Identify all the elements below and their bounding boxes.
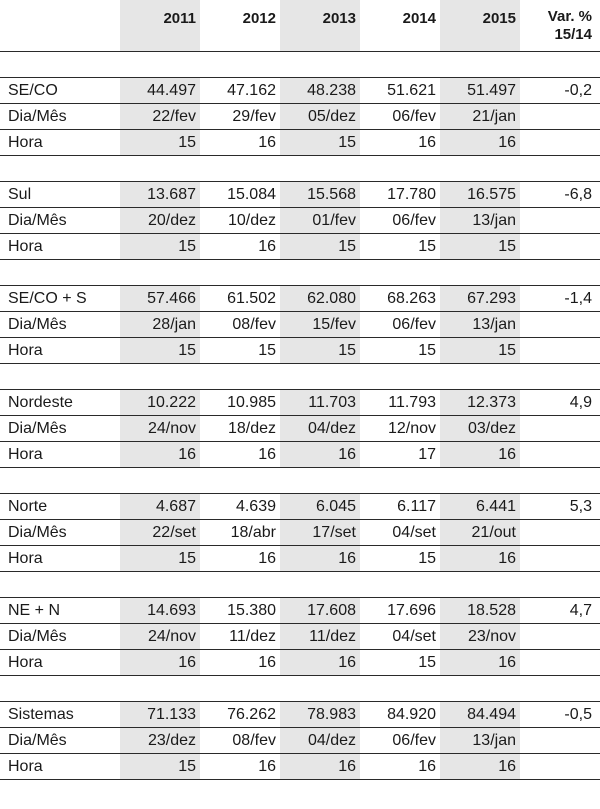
hour-cell: 16	[258, 653, 276, 671]
header-variation-line2: 15/14	[554, 26, 592, 43]
value-cell: 14.693	[120, 598, 200, 623]
date-cell: 23/nov	[440, 624, 520, 649]
table-row-hour	[0, 234, 600, 260]
table-row-date	[0, 728, 600, 754]
date-label: Dia/Mês	[8, 107, 67, 125]
date-label: Dia/Mês	[8, 731, 67, 749]
value-cell: 16.575	[440, 182, 520, 207]
date-cell: 08/fev	[232, 315, 276, 333]
hour-cell: 15	[418, 237, 436, 255]
empty-cell	[520, 442, 600, 467]
value-cell: 68.263	[387, 289, 436, 307]
value-cell: 17.608	[280, 598, 360, 623]
header-year-2012: 2012	[242, 10, 276, 27]
table-row-date	[0, 624, 600, 650]
date-cell: 11/dez	[229, 627, 276, 645]
date-cell: 12/nov	[387, 419, 436, 437]
region-name: Sul	[8, 185, 32, 203]
date-cell: 11/dez	[280, 624, 360, 649]
date-cell: 29/fev	[232, 107, 276, 125]
region-name: NE + N	[8, 601, 61, 619]
table-row-date	[0, 104, 600, 130]
table-row-date	[0, 416, 600, 442]
hour-cell: 16	[440, 754, 520, 779]
hour-cell: 15	[440, 338, 520, 363]
value-cell: 6.045	[280, 494, 360, 519]
date-label: Dia/Mês	[8, 419, 67, 437]
hour-cell: 15	[440, 234, 520, 259]
value-cell: 15.380	[227, 601, 276, 619]
hour-cell: 15	[120, 546, 200, 571]
empty-cell	[520, 208, 600, 233]
date-cell: 22/set	[120, 520, 200, 545]
hour-label: Hora	[8, 237, 43, 255]
hour-cell: 16	[120, 442, 200, 467]
date-cell: 13/jan	[440, 312, 520, 337]
date-cell: 06/fev	[392, 315, 436, 333]
hour-cell: 16	[120, 650, 200, 675]
date-cell: 24/nov	[120, 416, 200, 441]
hour-cell: 15	[120, 338, 200, 363]
date-cell: 13/jan	[440, 208, 520, 233]
table-header	[0, 0, 600, 52]
date-cell: 21/jan	[440, 104, 520, 129]
table-row-value	[0, 78, 600, 104]
value-cell: 12.373	[440, 390, 520, 415]
date-cell: 06/fev	[392, 731, 436, 749]
date-cell: 17/set	[280, 520, 360, 545]
value-cell: 67.293	[440, 286, 520, 311]
group-spacer	[0, 468, 600, 494]
date-cell: 18/dez	[227, 419, 276, 437]
value-cell: 15.568	[280, 182, 360, 207]
table-row-value	[0, 182, 600, 208]
empty-cell	[520, 416, 600, 441]
value-cell: 61.502	[227, 289, 276, 307]
empty-cell	[520, 546, 600, 571]
hour-cell: 16	[280, 754, 360, 779]
hour-cell: 15	[120, 754, 200, 779]
hour-cell: 16	[418, 133, 436, 151]
hour-label: Hora	[8, 653, 43, 671]
date-cell: 04/set	[392, 523, 436, 541]
empty-cell	[520, 624, 600, 649]
date-label: Dia/Mês	[8, 523, 67, 541]
value-cell: 84.920	[387, 705, 436, 723]
table-row-value	[0, 286, 600, 312]
value-cell: 51.497	[440, 78, 520, 103]
value-cell: 17.696	[387, 601, 436, 619]
date-cell: 04/dez	[280, 416, 360, 441]
value-cell: 48.238	[280, 78, 360, 103]
hour-label: Hora	[8, 549, 43, 567]
date-cell: 03/dez	[440, 416, 520, 441]
hour-cell: 15	[120, 234, 200, 259]
date-cell: 20/dez	[120, 208, 200, 233]
variation-cell: -0,5	[564, 705, 592, 723]
table-row-hour	[0, 546, 600, 572]
empty-cell	[520, 754, 600, 779]
hour-cell: 16	[280, 650, 360, 675]
value-cell: 4.687	[120, 494, 200, 519]
value-cell: 44.497	[120, 78, 200, 103]
header-variation-line1: Var. %	[547, 8, 592, 25]
date-cell: 18/abr	[230, 523, 276, 541]
date-cell: 01/fev	[280, 208, 360, 233]
group-spacer	[0, 676, 600, 702]
region-name: Norte	[8, 497, 48, 515]
header-blank-cell	[0, 0, 120, 51]
hour-label: Hora	[8, 757, 43, 775]
hour-cell: 15	[418, 341, 436, 359]
hour-cell: 15	[418, 653, 436, 671]
value-cell: 6.117	[397, 497, 436, 515]
variation-cell: -1,4	[564, 289, 592, 307]
table-row-hour	[0, 442, 600, 468]
table-row-hour	[0, 338, 600, 364]
empty-cell	[520, 312, 600, 337]
table-row-value	[0, 598, 600, 624]
table-row-date	[0, 520, 600, 546]
variation-cell: -0,2	[564, 81, 592, 99]
variation-cell: 5,3	[569, 497, 592, 515]
hour-cell: 16	[440, 650, 520, 675]
empty-cell	[520, 520, 600, 545]
value-cell: 10.222	[120, 390, 200, 415]
table-row-value	[0, 390, 600, 416]
date-cell: 06/fev	[392, 211, 436, 229]
value-cell: 76.262	[227, 705, 276, 723]
hour-cell: 16	[440, 546, 520, 571]
value-cell: 47.162	[227, 81, 276, 99]
region-name: Nordeste	[8, 393, 73, 411]
header-year-2011: 2011	[120, 0, 200, 51]
empty-cell	[520, 338, 600, 363]
hour-cell: 15	[280, 234, 360, 259]
hour-label: Hora	[8, 341, 43, 359]
date-cell: 23/dez	[120, 728, 200, 753]
date-label: Dia/Mês	[8, 315, 67, 333]
date-cell: 04/set	[392, 627, 436, 645]
header-variation	[520, 0, 600, 51]
variation-cell: 4,7	[569, 601, 592, 619]
value-cell: 11.793	[388, 393, 436, 411]
hour-cell: 16	[258, 757, 276, 775]
value-cell: 84.494	[440, 702, 520, 727]
value-cell: 51.621	[387, 81, 436, 99]
hour-cell: 16	[258, 445, 276, 463]
value-cell: 62.080	[280, 286, 360, 311]
hour-cell: 15	[120, 130, 200, 155]
date-cell: 24/nov	[120, 624, 200, 649]
hour-cell: 16	[258, 133, 276, 151]
hour-cell: 15	[258, 341, 276, 359]
date-cell: 08/fev	[232, 731, 276, 749]
hour-cell: 16	[280, 546, 360, 571]
date-cell: 04/dez	[280, 728, 360, 753]
hour-cell: 16	[440, 442, 520, 467]
value-cell: 15.084	[227, 185, 276, 203]
value-cell: 10.985	[227, 393, 276, 411]
table-row-date	[0, 208, 600, 234]
group-spacer	[0, 156, 600, 182]
hour-cell: 16	[418, 757, 436, 775]
header-year-2013: 2013	[280, 0, 360, 51]
group-spacer	[0, 260, 600, 286]
empty-cell	[520, 728, 600, 753]
header-year-2014: 2014	[402, 10, 436, 27]
table-row-hour	[0, 130, 600, 156]
value-cell: 71.133	[120, 702, 200, 727]
date-cell: 22/fev	[120, 104, 200, 129]
empty-cell	[520, 104, 600, 129]
date-cell: 06/fev	[392, 107, 436, 125]
date-cell: 10/dez	[227, 211, 276, 229]
date-label: Dia/Mês	[8, 211, 67, 229]
value-cell: 17.780	[387, 185, 436, 203]
hour-cell: 16	[280, 442, 360, 467]
empty-cell	[520, 650, 600, 675]
date-cell: 05/dez	[280, 104, 360, 129]
hour-label: Hora	[8, 133, 43, 151]
date-cell: 15/fev	[280, 312, 360, 337]
value-cell: 4.639	[235, 497, 276, 515]
table-row-value	[0, 702, 600, 728]
hour-cell: 16	[258, 237, 276, 255]
date-cell: 13/jan	[440, 728, 520, 753]
hour-cell: 15	[280, 338, 360, 363]
hour-cell: 15	[418, 549, 436, 567]
hour-cell: 17	[418, 445, 436, 463]
date-cell: 28/jan	[120, 312, 200, 337]
group-spacer	[0, 52, 600, 78]
region-name: Sistemas	[8, 705, 74, 723]
header-year-2015: 2015	[440, 0, 520, 51]
date-cell: 21/out	[440, 520, 520, 545]
table-row-value	[0, 494, 600, 520]
variation-cell: 4,9	[569, 393, 592, 411]
value-cell: 11.703	[280, 390, 360, 415]
region-name: SE/CO	[8, 81, 58, 99]
value-cell: 57.466	[120, 286, 200, 311]
value-cell: 6.441	[440, 494, 520, 519]
empty-cell	[520, 130, 600, 155]
value-cell: 78.983	[280, 702, 360, 727]
variation-cell: -6,8	[564, 185, 592, 203]
group-spacer	[0, 364, 600, 390]
value-cell: 13.687	[120, 182, 200, 207]
hour-label: Hora	[8, 445, 43, 463]
empty-cell	[520, 234, 600, 259]
hour-cell: 16	[440, 130, 520, 155]
value-cell: 18.528	[440, 598, 520, 623]
date-label: Dia/Mês	[8, 627, 67, 645]
region-name: SE/CO + S	[8, 289, 87, 307]
group-spacer	[0, 572, 600, 598]
table-row-date	[0, 312, 600, 338]
hour-cell: 16	[258, 549, 276, 567]
table-row-hour	[0, 754, 600, 780]
hour-cell: 15	[280, 130, 360, 155]
table-row-hour	[0, 650, 600, 676]
